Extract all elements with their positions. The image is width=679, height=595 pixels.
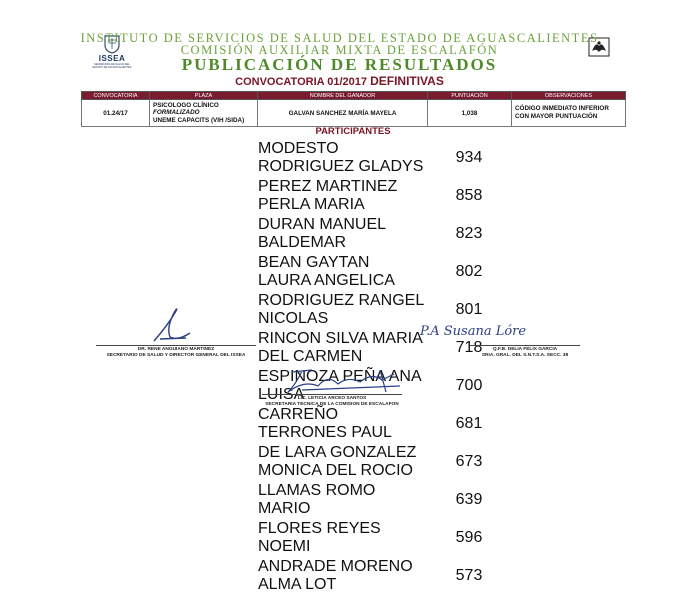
participant-convocatoria [81,367,149,405]
participant-row [81,139,625,177]
participant-puntuacion: 718 [455,339,483,356]
participant-row [81,557,625,595]
participantes-title: PARTICIPANTES [315,126,391,137]
participant-nombre: CARREÑO TERRONES PAUL [258,406,392,441]
participant-row [81,253,625,291]
participant-plaza [149,519,257,557]
signature-left-role: SECRETARIO DE SALUD Y DIRECTOR GENERAL DEL ISSEA [106,353,246,358]
observaciones-line1: CÓDIGO INMEDIATO INFERIOR [515,105,609,112]
winner-plaza [150,100,258,127]
signature-center-name: LIC. LETICIA ARCEO SANTOS [297,396,367,401]
participant-nombre: RINCON SILVA MARIA DEL CARMEN [258,330,422,365]
participant-nombre: FLORES REYES NOEMI [258,520,381,555]
participant-row [81,443,625,481]
col-plaza: PLAZA [150,92,258,100]
winner-convocatoria: 01.24/17 [82,100,150,127]
convocatoria-label: CONVOCATORIA [235,76,325,88]
winner-observaciones [512,100,626,127]
participant-nombre: DURAN MANUEL BALDEMAR [258,216,386,251]
participant-observaciones [511,443,625,481]
participant-convocatoria [81,139,149,177]
col-nombre: NOMBRE DEL GANADOR [258,92,428,100]
participant-row [81,215,625,253]
participant-plaza [149,405,257,443]
participant-observaciones [511,177,625,215]
col-convocatoria: CONVOCATORIA [82,92,150,100]
participant-observaciones [511,481,625,519]
participant-convocatoria [81,253,149,291]
winner-puntuacion: 1,038 [428,100,512,127]
signature-right-line [470,345,580,346]
participant-nombre: LLAMAS ROMO MARIO [258,482,376,517]
participant-convocatoria [81,443,149,481]
results-table [81,91,626,127]
table-header-row [82,92,626,100]
participant-convocatoria [81,557,149,595]
participant-observaciones [511,557,625,595]
signature-right-name: Q.F.B. DELIA FELIX GARCIA [492,347,558,352]
commission-title: COMISIÓN AUXILIAR MIXTA DE ESCALAFÓN [180,43,499,57]
participant-plaza [149,177,257,215]
participant-plaza [149,367,257,405]
signature-left-name: DR. RENE ANGUIANO MARTINEZ [137,347,215,352]
participant-puntuacion: 673 [455,453,483,470]
convocatoria-number: 01/2017 [327,76,367,88]
participant-nombre: BEAN GAYTAN LAURA ANGELICA [258,254,395,289]
signature-left-line [96,345,256,346]
participant-plaza [149,443,257,481]
participant-puntuacion: 934 [455,149,483,166]
signature-center-role: SECRETARIA TECNICA DE LA COMISION DE ESCALAFON [265,402,399,407]
publication-title: PUBLICACIÓN DE RESULTADOS [181,55,498,74]
participant-nombre: PEREZ MARTINEZ PERLA MARIA [258,178,398,213]
participant-plaza [149,557,257,595]
participant-row [81,519,625,557]
participant-convocatoria [81,291,149,329]
signature-right-role: SRIA. GRAL. DEL S.N.T.S.A. SECC. 38 [481,353,569,358]
participant-row [81,405,625,443]
signature-left-scribble [150,305,195,345]
participant-puntuacion: 802 [455,263,483,280]
participant-puntuacion: 596 [455,529,483,546]
participant-row [81,177,625,215]
col-observaciones: OBSERVACIONES [512,92,626,100]
participant-observaciones [511,253,625,291]
winner-row [82,100,626,127]
plaza-line1: PSICOLOGO CLÍNICO [153,101,219,109]
participant-nombre: ESPINOZA PEÑA ANA LUISA [258,368,421,403]
participant-puntuacion: 858 [455,187,483,204]
participant-convocatoria [81,519,149,557]
participant-convocatoria [81,215,149,253]
participant-puntuacion: 823 [455,225,483,242]
participant-plaza [149,139,257,177]
signature-center-scribble [282,366,407,396]
institution-title: INSTITUTO DE SERVICIOS DE SALUD DEL ESTADO DE AGUASCALIENTES [80,31,599,45]
participant-puntuacion: 681 [455,415,483,432]
participant-plaza [149,215,257,253]
convocatoria-type: DEFINITIVAS [370,74,444,88]
signature-center-line [262,394,402,395]
col-puntuacion: PUNTUACIÓN [428,92,512,100]
participant-observaciones [511,291,625,329]
participant-nombre: DE LARA GONZALEZ MONICA DEL ROCIO [258,444,417,479]
participant-observaciones [511,405,625,443]
participant-plaza [149,253,257,291]
participant-plaza [149,481,257,519]
plaza-line3: UNEME CAPACITS (VIH /SIDA) [153,116,245,124]
participant-puntuacion: 639 [455,491,483,508]
participant-observaciones [511,367,625,405]
observaciones-line2: CON MAYOR PUNTUACIÓN [515,113,598,120]
participant-convocatoria [81,481,149,519]
participant-convocatoria [81,177,149,215]
participant-observaciones [511,139,625,177]
participant-puntuacion: 801 [455,301,483,318]
participant-puntuacion: 573 [455,567,483,584]
participant-row [81,481,625,519]
participant-observaciones [511,215,625,253]
logo-text: ISSEA [98,54,126,63]
winner-nombre: GALVAN SANCHEZ MARÍA MAYELA [258,100,428,127]
participant-nombre: RODRIGUEZ RANGEL NICOLAS [258,292,424,327]
participant-observaciones [511,519,625,557]
logo-subtext: SECRETARÍA DE SALUD DEL ESTADO DE AGUASCALIENTES [92,63,132,69]
participant-nombre: MODESTO RODRIGUEZ GLADYS [258,140,424,175]
plaza-line2: FORMALIZADO [153,109,200,117]
signature-right-handwritten: P.A Susana Lóre [420,324,527,339]
participant-nombre: ANDRADE MORENO ALMA LOT [258,558,413,593]
participant-puntuacion: 700 [455,377,483,394]
participant-convocatoria [81,405,149,443]
convocatoria-title [0,74,679,88]
